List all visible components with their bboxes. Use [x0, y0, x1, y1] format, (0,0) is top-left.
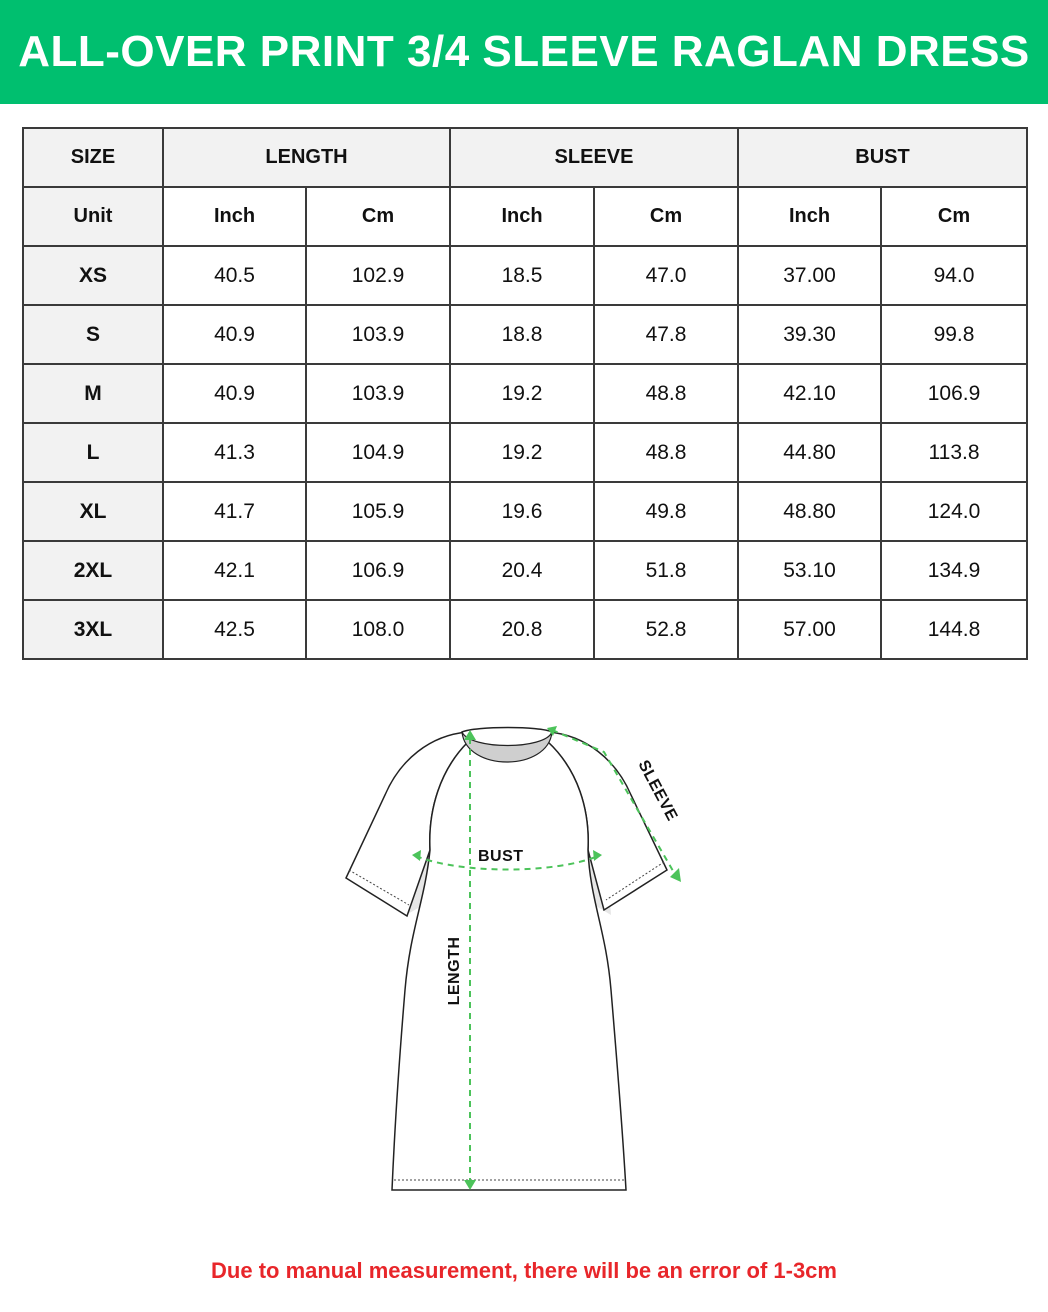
size-cell: M: [23, 364, 163, 423]
sleeve-measure-label: SLEEVE: [634, 757, 681, 824]
unit-row: [23, 187, 1027, 246]
length-inch-cell: 42.1: [163, 541, 306, 600]
page-title: ALL-OVER PRINT 3/4 SLEEVE RAGLAN DRESS: [18, 27, 1030, 76]
bust-cm-cell: 124.0: [881, 482, 1027, 541]
bust-inch-cell: 42.10: [738, 364, 881, 423]
unit-label: Unit: [23, 187, 163, 246]
table-row: [23, 600, 1027, 659]
sleeve-inch-cell: 19.6: [450, 482, 594, 541]
dress-outline-illustration: [0, 690, 1048, 1230]
dress-measurement-diagram: [0, 690, 1048, 1230]
length-inch-label: Inch: [163, 187, 306, 246]
sleeve-cm-cell: 49.8: [594, 482, 738, 541]
bust-cm-cell: 94.0: [881, 246, 1027, 305]
sleeve-inch-cell: 18.5: [450, 246, 594, 305]
bust-inch-label: Inch: [738, 187, 881, 246]
bust-inch-cell: 53.10: [738, 541, 881, 600]
length-inch-cell: 42.5: [163, 600, 306, 659]
sleeve-inch-cell: 20.4: [450, 541, 594, 600]
bust-cm-cell: 106.9: [881, 364, 1027, 423]
sleeve-inch-cell: 20.8: [450, 600, 594, 659]
sleeve-cm-cell: 47.0: [594, 246, 738, 305]
measurement-error-note: Due to manual measurement, there will be an error of 1-3cm: [211, 1258, 837, 1283]
table-row: [23, 305, 1027, 364]
size-cell: 2XL: [23, 541, 163, 600]
header-bust: BUST: [738, 128, 1027, 187]
table-row: [23, 541, 1027, 600]
sleeve-cm-cell: 48.8: [594, 364, 738, 423]
bust-cm-cell: 99.8: [881, 305, 1027, 364]
bust-cm-cell: 113.8: [881, 423, 1027, 482]
length-cm-cell: 104.9: [306, 423, 450, 482]
length-cm-cell: 106.9: [306, 541, 450, 600]
sleeve-inch-cell: 19.2: [450, 364, 594, 423]
length-measure-label: LENGTH: [446, 936, 463, 1006]
bust-inch-cell: 37.00: [738, 246, 881, 305]
header-sleeve: SLEEVE: [450, 128, 738, 187]
size-chart-table: [22, 127, 1028, 660]
title-banner: [0, 0, 1048, 104]
sleeve-inch-label: Inch: [450, 187, 594, 246]
sleeve-cm-label: Cm: [594, 187, 738, 246]
table-row: [23, 482, 1027, 541]
size-cell: S: [23, 305, 163, 364]
table-header-row: [23, 128, 1027, 187]
length-cm-cell: 108.0: [306, 600, 450, 659]
length-inch-cell: 41.3: [163, 423, 306, 482]
bust-inch-cell: 48.80: [738, 482, 881, 541]
length-inch-cell: 40.5: [163, 246, 306, 305]
header-length: LENGTH: [163, 128, 450, 187]
sleeve-cm-cell: 48.8: [594, 423, 738, 482]
table-row: [23, 364, 1027, 423]
size-cell: XS: [23, 246, 163, 305]
length-cm-cell: 103.9: [306, 364, 450, 423]
bust-measure-label: BUST: [478, 848, 524, 865]
length-inch-cell: 41.7: [163, 482, 306, 541]
length-inch-cell: 40.9: [163, 305, 306, 364]
sleeve-cm-cell: 51.8: [594, 541, 738, 600]
sleeve-cm-cell: 52.8: [594, 600, 738, 659]
bust-inch-cell: 39.30: [738, 305, 881, 364]
table-row: [23, 423, 1027, 482]
length-cm-cell: 102.9: [306, 246, 450, 305]
bust-cm-cell: 144.8: [881, 600, 1027, 659]
bust-inch-cell: 57.00: [738, 600, 881, 659]
header-size: SIZE: [23, 128, 163, 187]
bust-cm-label: Cm: [881, 187, 1027, 246]
bust-cm-cell: 134.9: [881, 541, 1027, 600]
length-inch-cell: 40.9: [163, 364, 306, 423]
sleeve-inch-cell: 19.2: [450, 423, 594, 482]
length-cm-cell: 105.9: [306, 482, 450, 541]
length-cm-cell: 103.9: [306, 305, 450, 364]
size-cell: 3XL: [23, 600, 163, 659]
size-cell: XL: [23, 482, 163, 541]
table-row: [23, 246, 1027, 305]
sleeve-cm-cell: 47.8: [594, 305, 738, 364]
bust-inch-cell: 44.80: [738, 423, 881, 482]
size-cell: L: [23, 423, 163, 482]
sleeve-inch-cell: 18.8: [450, 305, 594, 364]
length-cm-label: Cm: [306, 187, 450, 246]
